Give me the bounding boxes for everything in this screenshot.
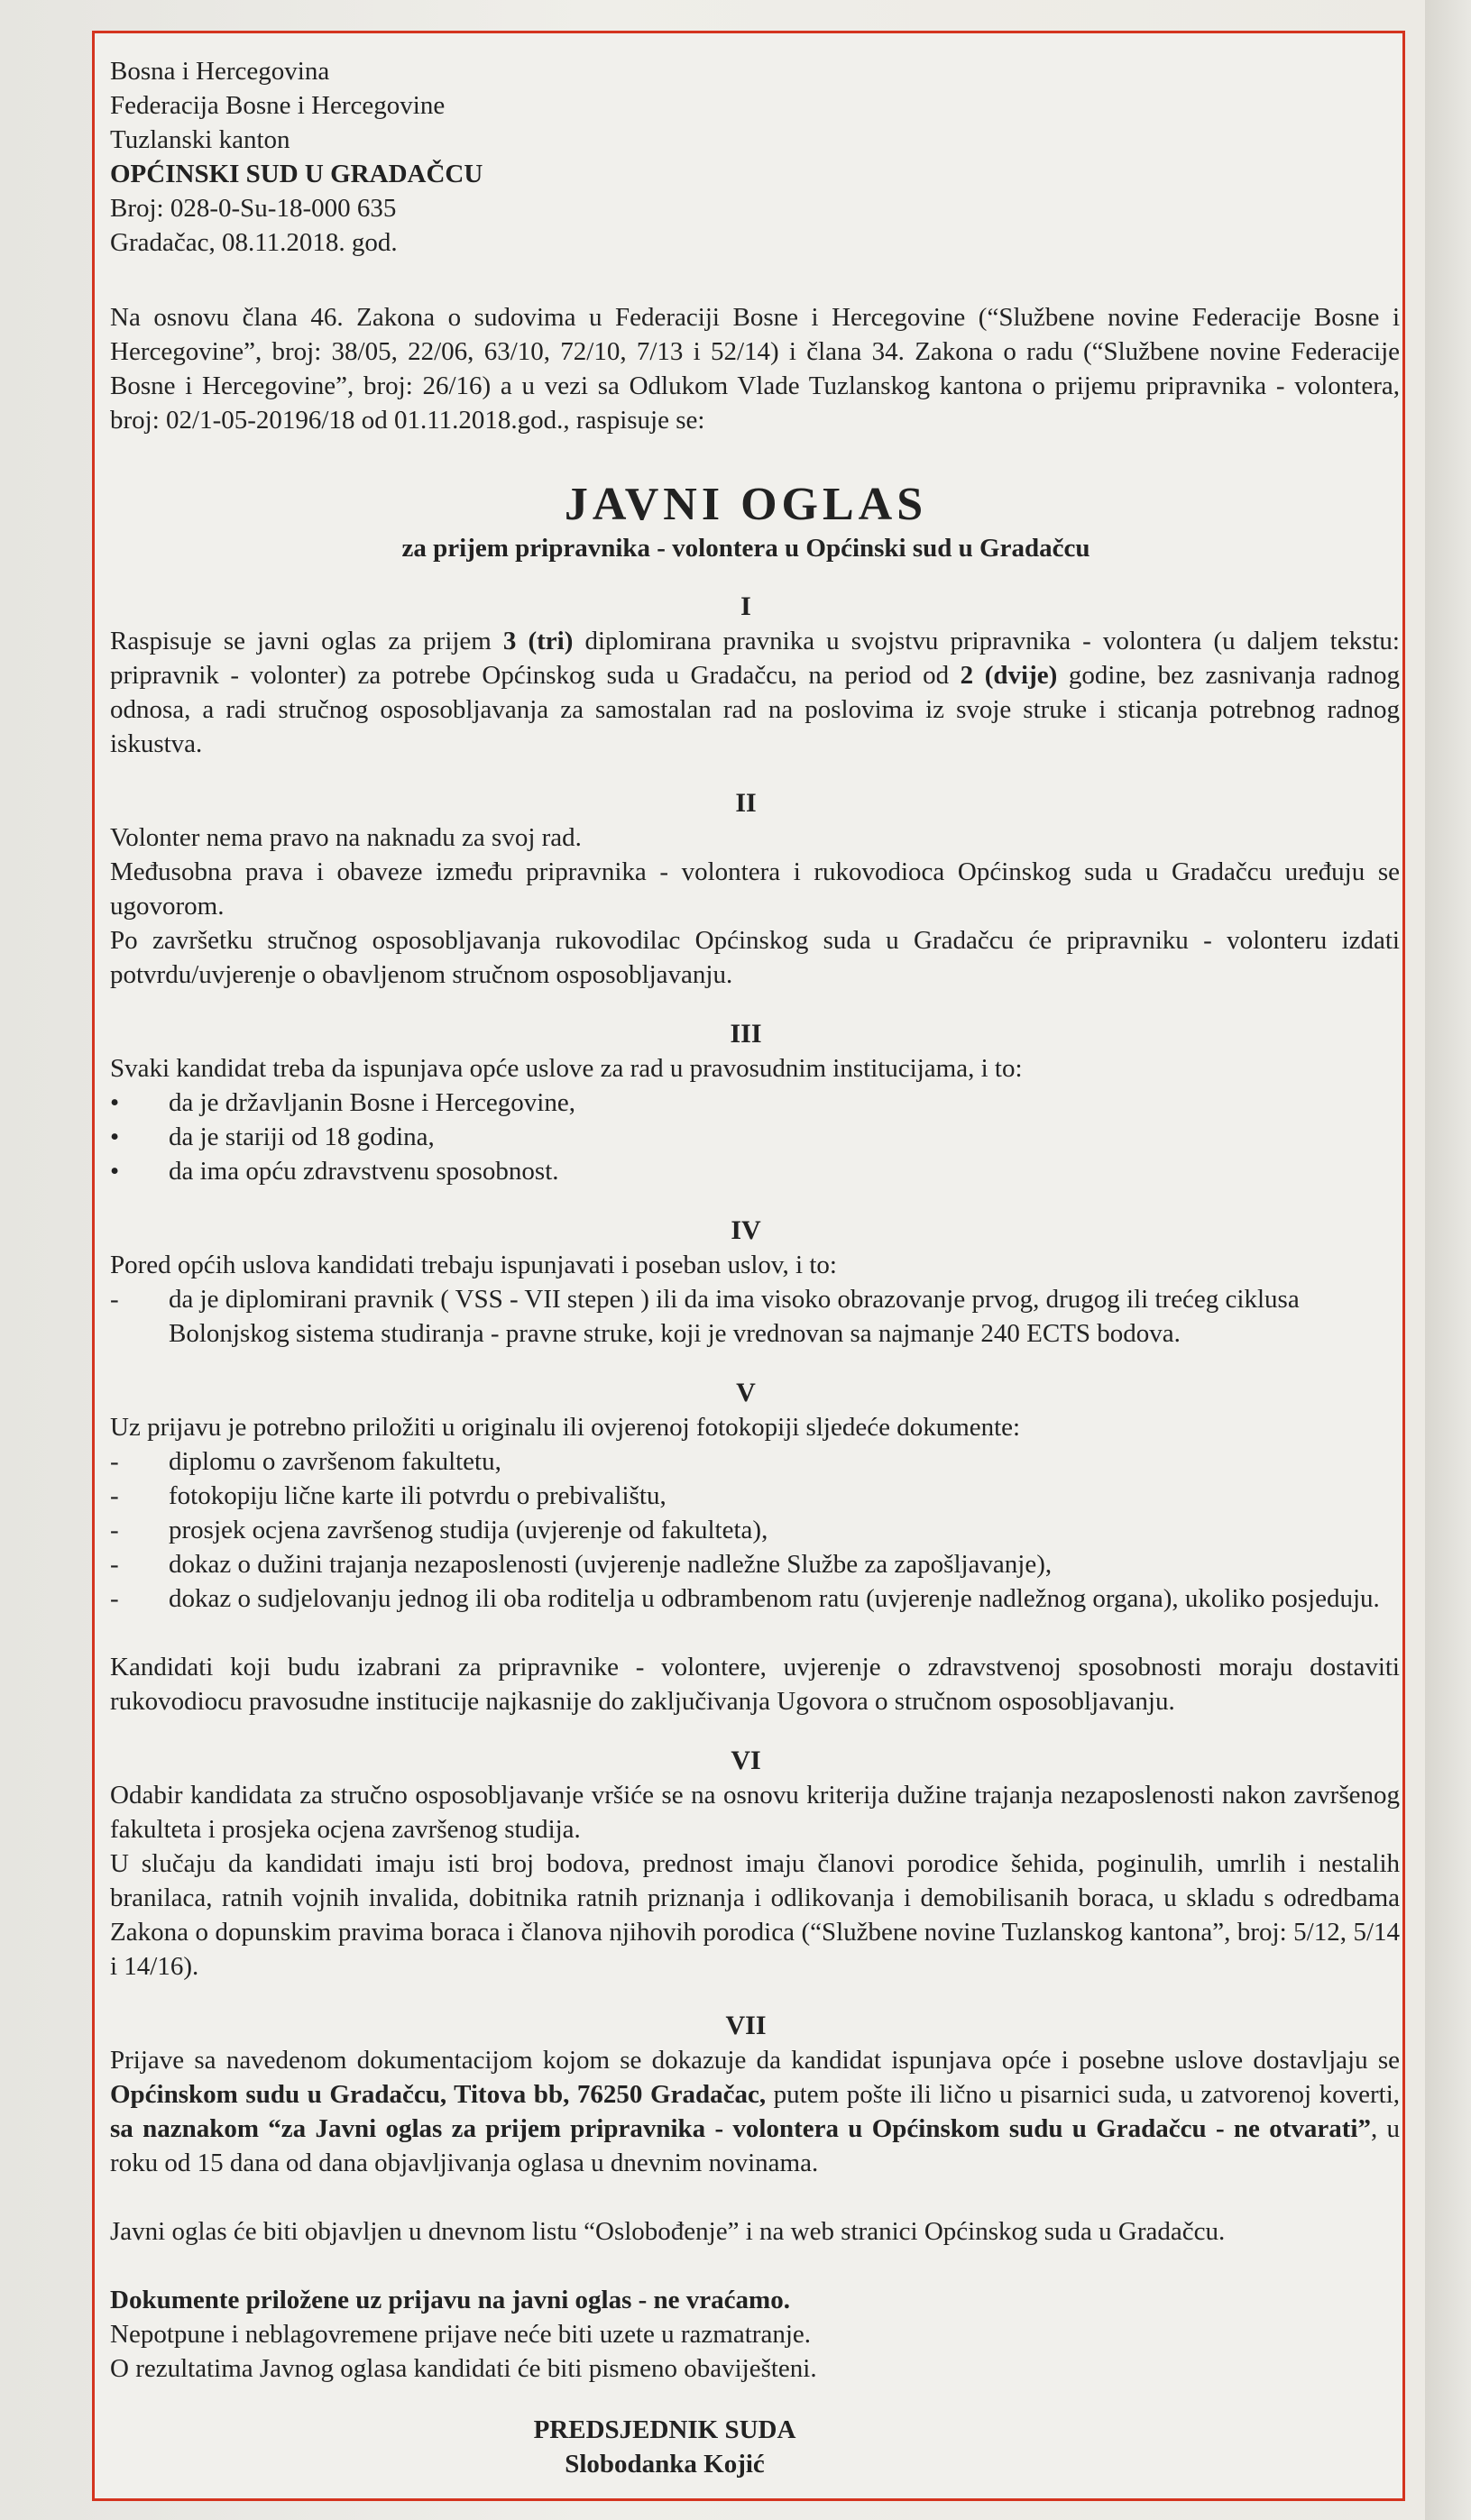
header-block (110, 54, 1400, 260)
bullet-icon: • (110, 1157, 120, 1186)
section-2-p2: Međusobna prava i obaveze između pripravnika - volontera i rukovodioca Općinskog suda u Gradačcu uređuju se ugovorom. (110, 857, 1400, 921)
bullet-icon: • (110, 1088, 120, 1117)
dash-icon: - (110, 1447, 119, 1476)
signature-name: Slobodanka Kojić (565, 2450, 765, 2479)
section-2-p1: Volonter nema pravo na naknadu za svoj rad. (110, 823, 582, 852)
dash-icon: - (110, 1285, 119, 1314)
list-item (110, 1444, 1400, 1479)
section-7-text-a: Prijave sa navedenom dokumentacijom kojom se dokazuje da kandidat ispunjava opće i posebne uslove dostavljaju se (110, 2046, 1400, 2075)
header-federation: Federacija Bosne i Hercegovine (110, 91, 446, 120)
bullet-icon: • (110, 1123, 120, 1151)
section-1-text-c: godine, bez zasnivanja radnog odnosa, a radi stručnog osposobljavanja za samostalan rad na poslovima iz svoje struke i sticanja potrebnog radnog iskustva. (110, 661, 1400, 758)
announcement-content (110, 54, 1400, 2481)
documents-not-returned: Dokumente priložene uz prijavu na javni oglas - ne vraćamo. (110, 2286, 790, 2314)
section-1-bold-period: 2 (dvije) (960, 661, 1058, 690)
spacer (110, 1616, 1400, 1650)
list-item-text: da ima opću zdravstvenu sposobnost. (169, 1157, 559, 1186)
list-item (110, 1086, 1400, 1120)
section-3-list (110, 1086, 1400, 1188)
section-7-text-b: putem pošte ili lično u pisarnici suda, u zatvorenoj koverti, (766, 2080, 1400, 2109)
page-subtitle: za prijem pripravnika - volontera u Općinski sud u Gradačcu (401, 534, 1090, 563)
section-5-intro: Uz prijavu je potrebno priložiti u originalu ili ovjerenoj fotokopiji sljedeće dokumente: (110, 1413, 1021, 1442)
list-item-text: da je državljanin Bosne i Hercegovine, (169, 1088, 575, 1117)
list-item (110, 1581, 1400, 1616)
dash-icon: - (110, 1584, 119, 1613)
section-7-text-c: , u roku od 15 dana od dana objavljivanja oglasa u dnevnim novinama. (110, 2114, 1400, 2177)
header-court: OPĆINSKI SUD U GRADAČCU (110, 160, 483, 188)
list-item-text: fotokopiju lične karte ili potvrdu o prebivalištu, (169, 1481, 667, 1510)
intro-paragraph: Na osnovu člana 46. Zakona o sudovima u Federaciji Bosne i Hercegovine (“Službene novine Federacije Bosne i Hercegovine”, broj: 38/05, 22/06, 63/10, 72/10, 7/13 i 52/14) i člana 34. Zakona o radu (“Službene novine Federacije Bosne i Hercegovine”, broj: 26/16) a u vezi sa Odlukom Vlade Tuzlanskog kantona o prijemu pripravnika - volontera, broj: 02/1-05-20196/18 od 01.11.2018.god., raspisuje se: (110, 303, 1400, 435)
dash-icon: - (110, 1481, 119, 1510)
section-7-bold-note (110, 2283, 1400, 2317)
section-6-number: VI (731, 1746, 761, 1775)
list-item (110, 1479, 1400, 1513)
list-item-text: diplomu o završenom fakultetu, (169, 1447, 501, 1476)
list-item (110, 1547, 1400, 1581)
spacer (110, 2180, 1400, 2214)
section-4-number: IV (731, 1215, 761, 1245)
signature-title: PREDSJEDNIK SUDA (533, 2415, 796, 2444)
section-3-number: III (730, 1019, 762, 1049)
section-7-p4: Nepotpune i neblagovremene prijave neće biti uzete u razmatranje. (110, 2320, 811, 2349)
list-item-text: dokaz o dužini trajanja nezaposlenosti (uvjerenje nadležne Službe za zapošljavanje), (169, 1550, 1053, 1579)
header-canton: Tuzlanski kanton (110, 125, 290, 154)
section-2-number: II (735, 788, 757, 818)
list-item-text: da je stariji od 18 godina, (169, 1123, 435, 1151)
list-item-text: prosjek ocjena završenog studija (uvjerenje od fakulteta), (169, 1516, 768, 1544)
list-item-text: dokaz o sudjelovanju jednog ili oba roditelja u odbrambenom ratu (uvjerenje nadležnog organa), ukoliko posjeduju. (169, 1584, 1380, 1613)
section-3-intro: Svaki kandidat treba da ispunjava opće uslove za rad u pravosudnim institucijama, i to: (110, 1054, 1023, 1083)
section-1-number: I (740, 591, 751, 621)
section-6-p2: U slučaju da kandidati imaju isti broj bodova, prednost imaju članovi porodice šehida, poginulih, umrlih i nestalih branilaca, ratnih vojnih invalida, dobitnika ratnih priznanja i odlikovanja i demobilisanih boraca, u skladu s odredbama Zakona o dopunskim pravima boraca i članova njihovih porodica (“Službene novine Tuzlanskog kantona”, broj: 5/12, 5/14 i 14/16). (110, 1849, 1400, 1981)
section-5-list (110, 1444, 1400, 1616)
section-4-list (110, 1282, 1400, 1351)
list-item (110, 1513, 1400, 1547)
section-1-text-b: diplomirana pravnika u svojstvu pripravnika - volontera (u daljem tekstu: pripravnik - volonter) za potrebe Općinskog suda u Gradačcu, na period od (110, 627, 1400, 690)
section-5-note: Kandidati koji budu izabrani za pripravnike - volontere, uvjerenje o zdravstvenoj sposobnosti moraju dostaviti rukovodiocu pravosudne institucije najkasnije do zaključivanja Ugovora o stručnom osposobljavanju. (110, 1653, 1400, 1716)
list-item-text: da je diplomirani pravnik ( VSS - VII stepen ) ili da ima visoko obrazovanje prvog, drugog ili trećeg ciklusa Bolonjskog sistema studiranja - pravne struke, koji je vrednovan sa najmanje 240 ECTS bodova. (169, 1285, 1300, 1348)
adjacent-page-edge (1425, 0, 1471, 2520)
page-title: JAVNI OGLAS (564, 479, 928, 530)
list-item (110, 1282, 1400, 1351)
section-7-number: VII (725, 2011, 767, 2040)
section-7-p2: Javni oglas će biti objavljen u dnevnom listu “Oslobođenje” i na web stranici Općinskog suda u Gradačcu. (110, 2217, 1226, 2246)
section-7-bold-address: Općinskom sudu u Gradačcu, Titova bb, 76250 Gradačac, (110, 2080, 767, 2109)
dash-icon: - (110, 1516, 119, 1544)
section-1-bold-count: 3 (tri) (502, 627, 574, 655)
header-country: Bosna i Hercegovina (110, 57, 330, 86)
signature-block (110, 2413, 1400, 2481)
section-6-p1: Odabir kandidata za stručno osposobljavanje vršiće se na osnovu kriterija dužine trajanja nezaposlenosti nakon završenog fakulteta i prosjeka ocjena završenog studija. (110, 1781, 1400, 1844)
list-item (110, 1154, 1400, 1188)
section-1-text (110, 624, 1400, 761)
section-4-intro: Pored općih uslova kandidati trebaju ispunjavati i poseban uslov, i to: (110, 1251, 837, 1279)
section-7-bold-marking: sa naznakom “za Javni oglas za prijem pripravnika - volontera u Općinskom sudu u Gradačcu - ne otvarati” (110, 2114, 1371, 2143)
section-7-p1 (110, 2043, 1400, 2180)
section-7-p5: O rezultatima Javnog oglasa kandidati će biti pismeno obaviješteni. (110, 2354, 817, 2383)
dash-icon: - (110, 1550, 119, 1579)
section-5-number: V (736, 1378, 756, 1407)
section-2-p3: Po završetku stručnog osposobljavanja rukovodilac Općinskog suda u Gradačcu će pripravniku - volonteru izdati potvrdu/uvjerenje o obavljenom stručnom osposobljavanju. (110, 926, 1400, 989)
list-item (110, 1120, 1400, 1154)
header-date: Gradačac, 08.11.2018. god. (110, 228, 398, 257)
header-number: Broj: 028-0-Su-18-000 635 (110, 194, 397, 223)
section-1-text-a: Raspisuje se javni oglas za prijem (110, 627, 503, 655)
spacer (110, 2249, 1400, 2283)
